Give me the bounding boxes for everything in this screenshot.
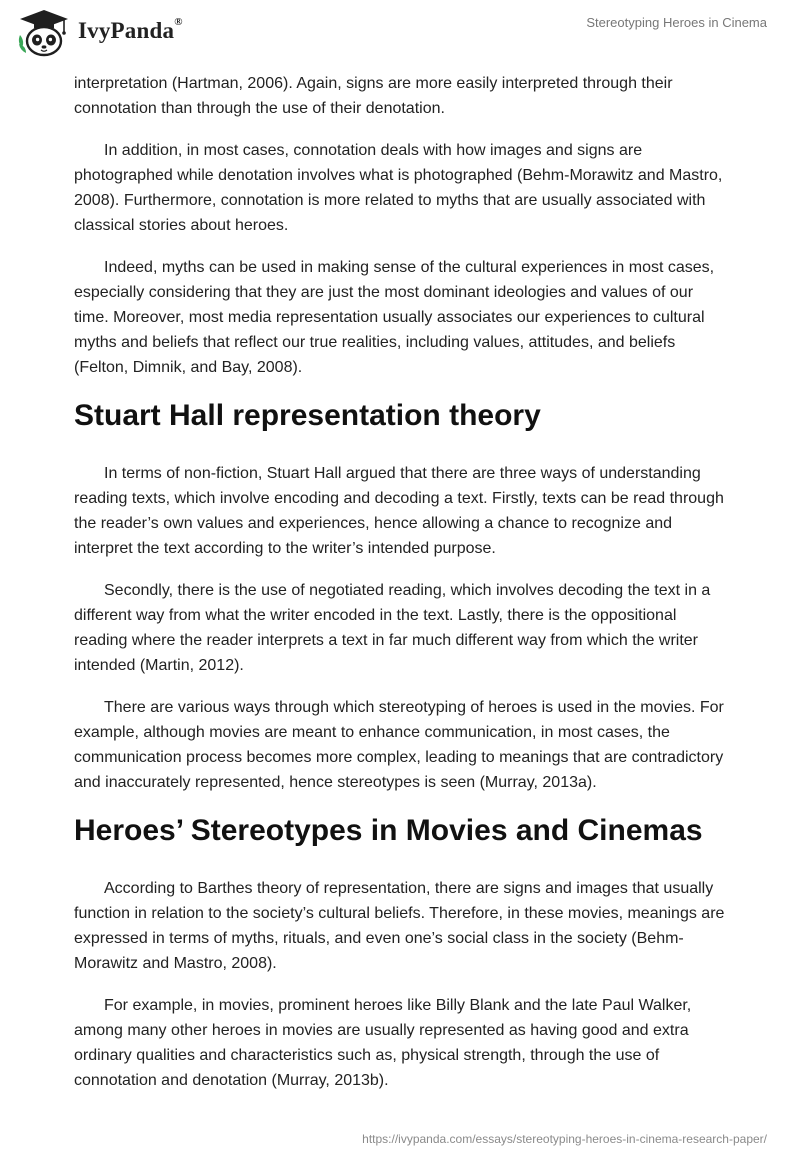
section-heading: Stuart Hall representation theory — [74, 399, 541, 432]
paragraph: In addition, in most cases, connotation deals with how images and signs are photographed while denotation involves what is photographed (Behm-Morawitz and Mastro, 2008). Furthermore, connotation is more related to myths that are usually associated with classical stories about heroes. — [74, 142, 723, 234]
brand-name[interactable]: IvyPanda® — [78, 16, 183, 43]
section-heading: Heroes’ Stereotypes in Movies and Cinemas — [74, 814, 703, 847]
paragraph: Secondly, there is the use of negotiated reading, which involves decoding the text in a different way from what the writer encoded in the text. Lastly, there is the oppositional reading where the reader interprets a text in far much different way from which the writer intended (Martin, 2012). — [74, 582, 711, 674]
panda-logo-icon[interactable] — [14, 8, 74, 58]
page-header — [0, 0, 800, 70]
essay-body — [74, 71, 730, 1110]
paragraph: interpretation (Hartman, 2006). Again, signs are more easily interpreted through their connotation than through the use of their denotation. — [74, 75, 673, 117]
paragraph: For example, in movies, prominent heroes like Billy Blank and the late Paul Walker, among many other heroes in movies are usually represented as having good and extra ordinary qualities and characteristics such as, physical strength, through the use of connotation and denotation (Murray, 2013b). — [74, 997, 692, 1089]
paragraph: In terms of non-fiction, Stuart Hall argued that there are three ways of understanding reading texts, which involve encoding and decoding a text. Firstly, texts can be read through the reader’s own values and experiences, hence allowing a chance to recognize and interpret the text according to the writer’s intended purpose. — [74, 465, 724, 557]
paragraph: Indeed, myths can be used in making sense of the cultural experiences in most cases, especially considering that they are just the most dominant ideologies and values of our time. Moreover, most media representation usually associates our experiences to cultural myths and beliefs that reflect our true realities, including values, attitudes, and beliefs (Felton, Dimnik, and Bay, 2008). — [74, 259, 715, 376]
source-url[interactable]: https://ivypanda.com/essays/stereotyping-heroes-in-cinema-research-paper/ — [362, 1132, 767, 1146]
paragraph: There are various ways through which stereotyping of heroes is used in the movies. For example, although movies are meant to enhance communication, in most cases, the communication process becomes more complex, leading to meanings that are contradictory and inaccurately represented, hence stereotypes is seen (Murray, 2013a). — [74, 699, 724, 791]
document-title: Stereotyping Heroes in Cinema — [586, 15, 767, 30]
paragraph: According to Barthes theory of representation, there are signs and images that usually function in relation to the society’s cultural beliefs. Therefore, in these movies, meanings are expressed in terms of myths, rituals, and even one’s social class in the society (Behm-Morawitz and Mastro, 2008). — [74, 880, 725, 972]
